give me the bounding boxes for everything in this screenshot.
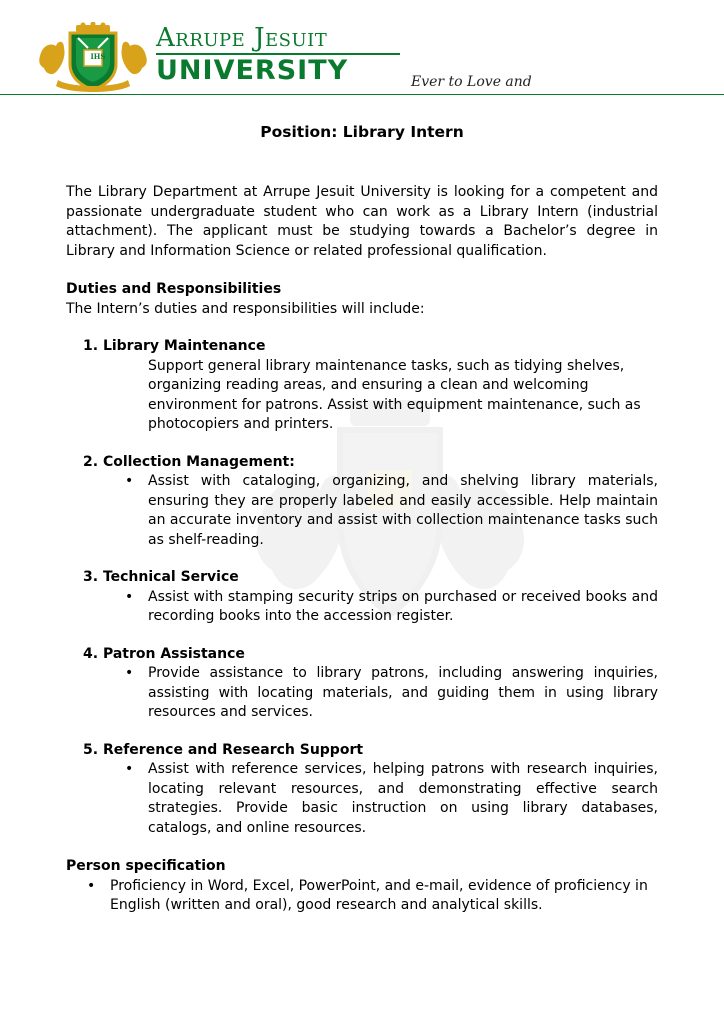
crest-monogram: IHS: [90, 52, 106, 61]
duty-item: [66, 645, 658, 723]
bullet-icon: •: [125, 473, 134, 489]
duty-description: Provide assistance to library patrons, including answering inquiries, assisting with locating materials, and guiding them in using library resources and services.: [148, 665, 658, 720]
duty-item: [66, 453, 658, 551]
university-motto: Ever to Love and: [411, 74, 532, 90]
duty-title-text: Technical Service: [102, 569, 239, 585]
page-title: Position: Library Intern: [260, 123, 464, 141]
duty-title: [83, 645, 658, 665]
duty-item: [66, 568, 658, 627]
wordmark-line-2: UNIVERSITY: [156, 55, 349, 86]
bullet-icon: •: [125, 761, 134, 777]
duties-heading: Duties and Responsibilities: [66, 281, 282, 297]
duty-description: Assist with stamping security strips on purchased or received books and recording books into the accession register.: [148, 588, 658, 624]
duty-number: 1.: [83, 338, 99, 354]
duty-title: [83, 741, 658, 761]
duty-title-text: Collection Management:: [102, 453, 295, 470]
duty-bullet-item: [125, 472, 658, 550]
duty-description: Assist with cataloging, organizing, and shelving library materials, ensuring they are properly labeled and easily accessible. Help maintain an accurate inventory and assist with collection maintenance tasks such as shelf-reading.: [148, 473, 658, 548]
header-divider: [0, 94, 724, 95]
duty-bullet-item: [125, 588, 658, 627]
duty-description: Support general library maintenance tasks, such as tidying shelves, organizing reading areas, and ensuring a clean and welcoming environment for patrons. Assist with equipment maintenance, such as photocopiers and printers.: [148, 357, 641, 432]
duty-item: [66, 337, 658, 435]
duty-number: 2.: [83, 453, 99, 470]
duty-bullet-item: [125, 664, 658, 723]
duty-title: [83, 337, 658, 357]
duty-number: 4.: [83, 645, 99, 662]
document-body: [66, 183, 658, 916]
duty-title: [83, 568, 658, 588]
duty-title-text: Reference and Research Support: [102, 741, 364, 758]
duties-lead: The Intern’s duties and responsibilities will include:: [66, 300, 425, 317]
person-spec-heading: Person specification: [66, 858, 226, 874]
duties-section: [66, 280, 658, 838]
duty-number: 3.: [83, 569, 99, 585]
duty-description: Assist with reference services, helping patrons with research inquiries, locating relevant resources, and demonstrating effective search strategies. Provide basic instruction on using library databases, catalogs, and online resources.: [148, 761, 658, 836]
duty-item: [66, 741, 658, 839]
wordmark-line-1: Arrupe Jesuit: [156, 23, 328, 53]
duty-title-text: Library Maintenance: [102, 338, 266, 354]
duty-title-text: Patron Assistance: [102, 645, 245, 662]
duty-bullet-item: [125, 760, 658, 838]
bullet-icon: •: [125, 665, 134, 681]
letterhead: [0, 0, 724, 100]
university-wordmark: [156, 24, 402, 86]
person-spec-text: Proficiency in Word, Excel, PowerPoint, and e-mail, evidence of proficiency in English (written and oral), good research and analytical skills.: [110, 877, 648, 913]
duty-number: 5.: [83, 741, 99, 758]
intro-paragraph: The Library Department at Arrupe Jesuit University is looking for a competent and passionate undergraduate student who can work as a Library Intern (industrial attachment). The applicant must be studying towards a Bachelor’s degree in Library and Information Science or related professional qualification.: [66, 184, 658, 259]
duty-title: [83, 453, 658, 473]
bullet-icon: •: [125, 588, 134, 605]
bullet-icon: •: [87, 877, 96, 894]
person-spec-item: [87, 877, 658, 916]
person-spec-section: [66, 857, 658, 916]
